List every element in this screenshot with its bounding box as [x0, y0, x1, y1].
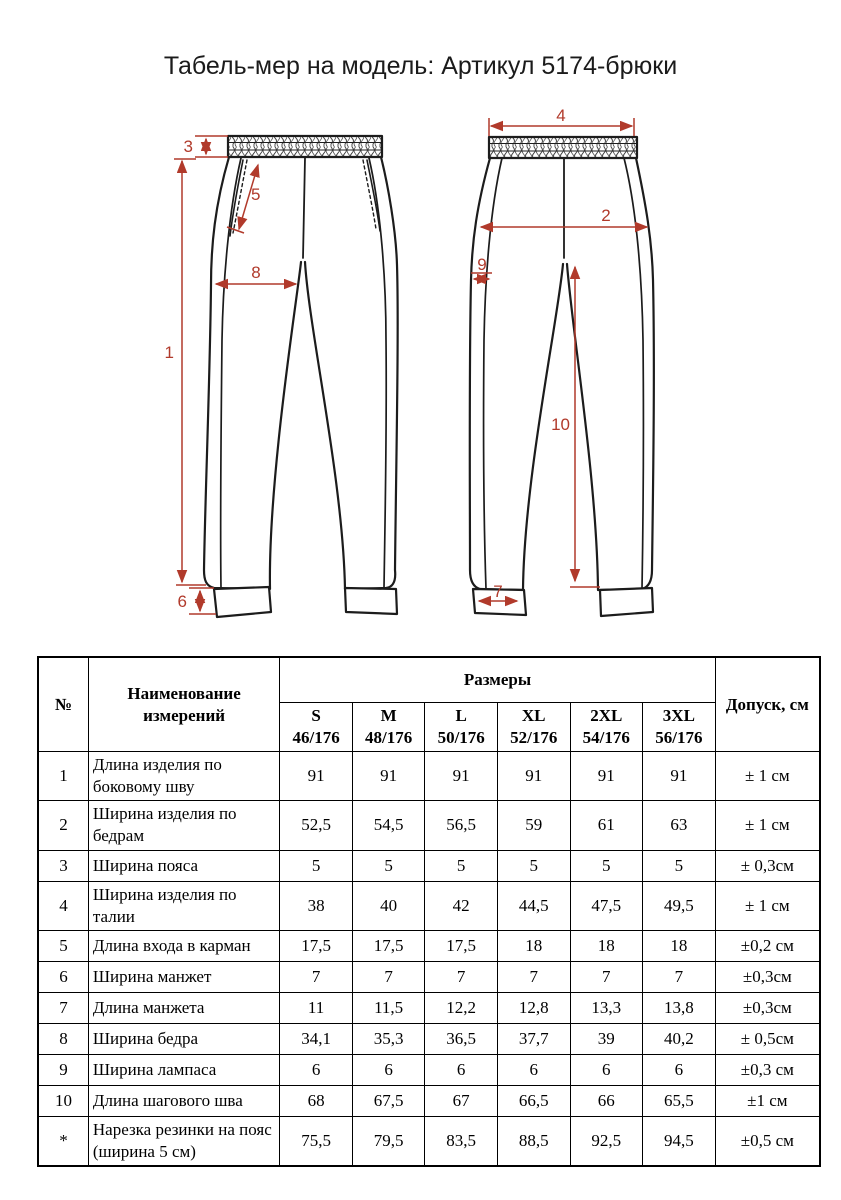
row-value: 79,5 — [352, 1116, 425, 1166]
row-value: 91 — [280, 752, 353, 801]
row-value: 91 — [425, 752, 498, 801]
row-name: Длина шагового шва — [88, 1085, 279, 1116]
row-value: 63 — [643, 801, 716, 850]
row-value: 5 — [570, 850, 643, 881]
dim-label-hip-width-front: 8 — [251, 263, 261, 282]
col-header-number: № — [38, 657, 88, 752]
row-value: 5 — [643, 850, 716, 881]
back-view — [470, 137, 654, 616]
front-center-seam — [303, 158, 305, 258]
row-number: 3 — [38, 850, 88, 881]
row-value: 11,5 — [352, 992, 425, 1023]
row-value: 91 — [352, 752, 425, 801]
row-name: Длина входа в карман — [88, 930, 279, 961]
front-view — [204, 136, 398, 617]
row-name: Ширина манжет — [88, 961, 279, 992]
size-column-header — [352, 703, 425, 752]
front-waistband — [228, 136, 382, 157]
size-height: 46/176 — [292, 728, 340, 748]
dim-3-ticks — [195, 136, 228, 157]
col-header-tolerance: Допуск, см — [715, 657, 820, 752]
dim-label-cuff-height: 6 — [177, 592, 187, 611]
row-value: 38 — [280, 881, 353, 930]
size-height: 48/176 — [365, 728, 413, 748]
row-value: 6 — [280, 1054, 353, 1085]
row-value: 5 — [352, 850, 425, 881]
row-number: 7 — [38, 992, 88, 1023]
row-value: 37,7 — [497, 1023, 570, 1054]
row-value: 7 — [643, 961, 716, 992]
dim-label-waistband-height: 3 — [183, 137, 193, 156]
row-name: Ширина изделия по бедрам — [88, 801, 279, 850]
row-tolerance: ±0,3см — [715, 992, 820, 1023]
table-row — [38, 881, 820, 930]
size-height: 54/176 — [582, 728, 630, 748]
back-stripe-left — [484, 158, 502, 589]
size-label: XL — [521, 706, 546, 725]
row-tolerance: ± 0,3см — [715, 850, 820, 881]
table-row — [38, 1085, 820, 1116]
row-value: 6 — [643, 1054, 716, 1085]
row-number: 2 — [38, 801, 88, 850]
dim-6-ticks — [189, 588, 216, 614]
row-value: 6 — [497, 1054, 570, 1085]
row-value: 36,5 — [425, 1023, 498, 1054]
front-outline-right — [305, 157, 398, 589]
table-row — [38, 752, 820, 801]
size-column-header — [643, 703, 716, 752]
table-row — [38, 1054, 820, 1085]
row-value: 91 — [497, 752, 570, 801]
row-value: 91 — [570, 752, 643, 801]
row-tolerance: ±0,5 см — [715, 1116, 820, 1166]
row-value: 44,5 — [497, 881, 570, 930]
row-value: 83,5 — [425, 1116, 498, 1166]
row-value: 91 — [643, 752, 716, 801]
row-value: 5 — [425, 850, 498, 881]
front-stripe-right — [369, 158, 386, 588]
size-label: M — [380, 706, 397, 725]
row-value: 59 — [497, 801, 570, 850]
back-cuff-right — [600, 588, 653, 616]
row-value: 65,5 — [643, 1085, 716, 1116]
size-height: 56/176 — [655, 728, 703, 748]
row-tolerance: ±0,3см — [715, 961, 820, 992]
front-cuff-right — [345, 588, 397, 614]
row-value: 12,2 — [425, 992, 498, 1023]
row-value: 66 — [570, 1085, 643, 1116]
measurement-table — [37, 656, 821, 1167]
row-value: 12,8 — [497, 992, 570, 1023]
dim-label-hip-width-back: 2 — [601, 206, 611, 225]
back-waistband — [489, 137, 637, 158]
row-name: Ширина лампаса — [88, 1054, 279, 1085]
row-value: 7 — [425, 961, 498, 992]
size-label: S — [311, 706, 321, 725]
row-value: 7 — [280, 961, 353, 992]
size-height: 52/176 — [510, 728, 558, 748]
row-number: 5 — [38, 930, 88, 961]
table-row — [38, 1023, 820, 1054]
size-column-header — [570, 703, 643, 752]
row-value: 40 — [352, 881, 425, 930]
row-value: 75,5 — [280, 1116, 353, 1166]
row-value: 7 — [570, 961, 643, 992]
row-value: 17,5 — [425, 930, 498, 961]
row-value: 54,5 — [352, 801, 425, 850]
dim-label-inseam-length: 10 — [551, 415, 570, 434]
size-label: 3XL — [662, 706, 695, 725]
row-tolerance: ± 1 см — [715, 881, 820, 930]
row-name: Нарезка резинки на пояс (ширина 5 см) — [88, 1116, 279, 1166]
dim-label-stripe-width: 9 — [477, 255, 487, 274]
col-header-name: Наименование измерений — [88, 657, 279, 752]
table-row — [38, 992, 820, 1023]
row-value: 39 — [570, 1023, 643, 1054]
row-name: Длина изделия по боковому шву — [88, 752, 279, 801]
size-column-header — [280, 703, 353, 752]
row-value: 35,3 — [352, 1023, 425, 1054]
row-value: 11 — [280, 992, 353, 1023]
row-name: Длина манжета — [88, 992, 279, 1023]
row-value: 92,5 — [570, 1116, 643, 1166]
row-value: 68 — [280, 1085, 353, 1116]
dim-label-side-length: 1 — [164, 343, 174, 362]
table-row — [38, 1116, 820, 1166]
front-cuff-left — [214, 587, 271, 617]
table-row — [38, 801, 820, 850]
row-value: 17,5 — [280, 930, 353, 961]
row-value: 56,5 — [425, 801, 498, 850]
row-number: 1 — [38, 752, 88, 801]
row-value: 42 — [425, 881, 498, 930]
row-value: 47,5 — [570, 881, 643, 930]
row-value: 6 — [352, 1054, 425, 1085]
row-value: 5 — [280, 850, 353, 881]
size-height: 50/176 — [437, 728, 485, 748]
size-label: 2XL — [590, 706, 623, 725]
row-number: 8 — [38, 1023, 88, 1054]
row-value: 52,5 — [280, 801, 353, 850]
row-value: 94,5 — [643, 1116, 716, 1166]
row-tolerance: ± 0,5см — [715, 1023, 820, 1054]
row-value: 13,3 — [570, 992, 643, 1023]
row-value: 5 — [497, 850, 570, 881]
row-value: 18 — [643, 930, 716, 961]
row-value: 49,5 — [643, 881, 716, 930]
row-value: 6 — [570, 1054, 643, 1085]
table-header-row-top — [38, 657, 820, 703]
front-stripe-left — [221, 158, 241, 588]
row-tolerance: ±1 см — [715, 1085, 820, 1116]
row-value: 40,2 — [643, 1023, 716, 1054]
row-number: 4 — [38, 881, 88, 930]
col-header-sizes: Размеры — [280, 657, 715, 703]
dim-label-waist-width: 4 — [556, 106, 566, 125]
row-tolerance: ± 1 см — [715, 801, 820, 850]
row-name: Ширина пояса — [88, 850, 279, 881]
front-outline-left — [204, 157, 301, 589]
size-column-header — [497, 703, 570, 752]
row-number: * — [38, 1116, 88, 1166]
page-title: Табель-мер на модель: Артикул 5174-брюки — [163, 52, 678, 80]
row-value: 7 — [352, 961, 425, 992]
row-value: 67,5 — [352, 1085, 425, 1116]
row-value: 18 — [570, 930, 643, 961]
row-value: 61 — [570, 801, 643, 850]
size-label: L — [455, 706, 467, 725]
back-dimensions — [471, 118, 647, 601]
size-column-header — [425, 703, 498, 752]
row-tolerance: ±0,2 см — [715, 930, 820, 961]
row-value: 67 — [425, 1085, 498, 1116]
dim-1-ticks — [174, 159, 206, 585]
row-value: 6 — [425, 1054, 498, 1085]
row-value: 17,5 — [352, 930, 425, 961]
back-stripe-right — [624, 158, 643, 589]
row-value: 13,8 — [643, 992, 716, 1023]
row-tolerance: ± 1 см — [715, 752, 820, 801]
row-number: 9 — [38, 1054, 88, 1085]
front-pocket-left-stitch — [233, 160, 247, 233]
row-value: 66,5 — [497, 1085, 570, 1116]
table-row — [38, 930, 820, 961]
row-tolerance: ±0,3 см — [715, 1054, 820, 1085]
table-row — [38, 961, 820, 992]
row-value: 88,5 — [497, 1116, 570, 1166]
row-name: Ширина изделия по талии — [88, 881, 279, 930]
table-row — [38, 850, 820, 881]
row-value: 34,1 — [280, 1023, 353, 1054]
dim-label-pocket-entry: 5 — [251, 185, 261, 204]
row-value: 18 — [497, 930, 570, 961]
row-number: 10 — [38, 1085, 88, 1116]
front-pocket-right — [367, 160, 380, 231]
row-number: 6 — [38, 961, 88, 992]
row-value: 7 — [497, 961, 570, 992]
front-dimensions — [174, 136, 296, 614]
dim-label-cuff-width: 7 — [493, 582, 503, 601]
row-name: Ширина бедра — [88, 1023, 279, 1054]
